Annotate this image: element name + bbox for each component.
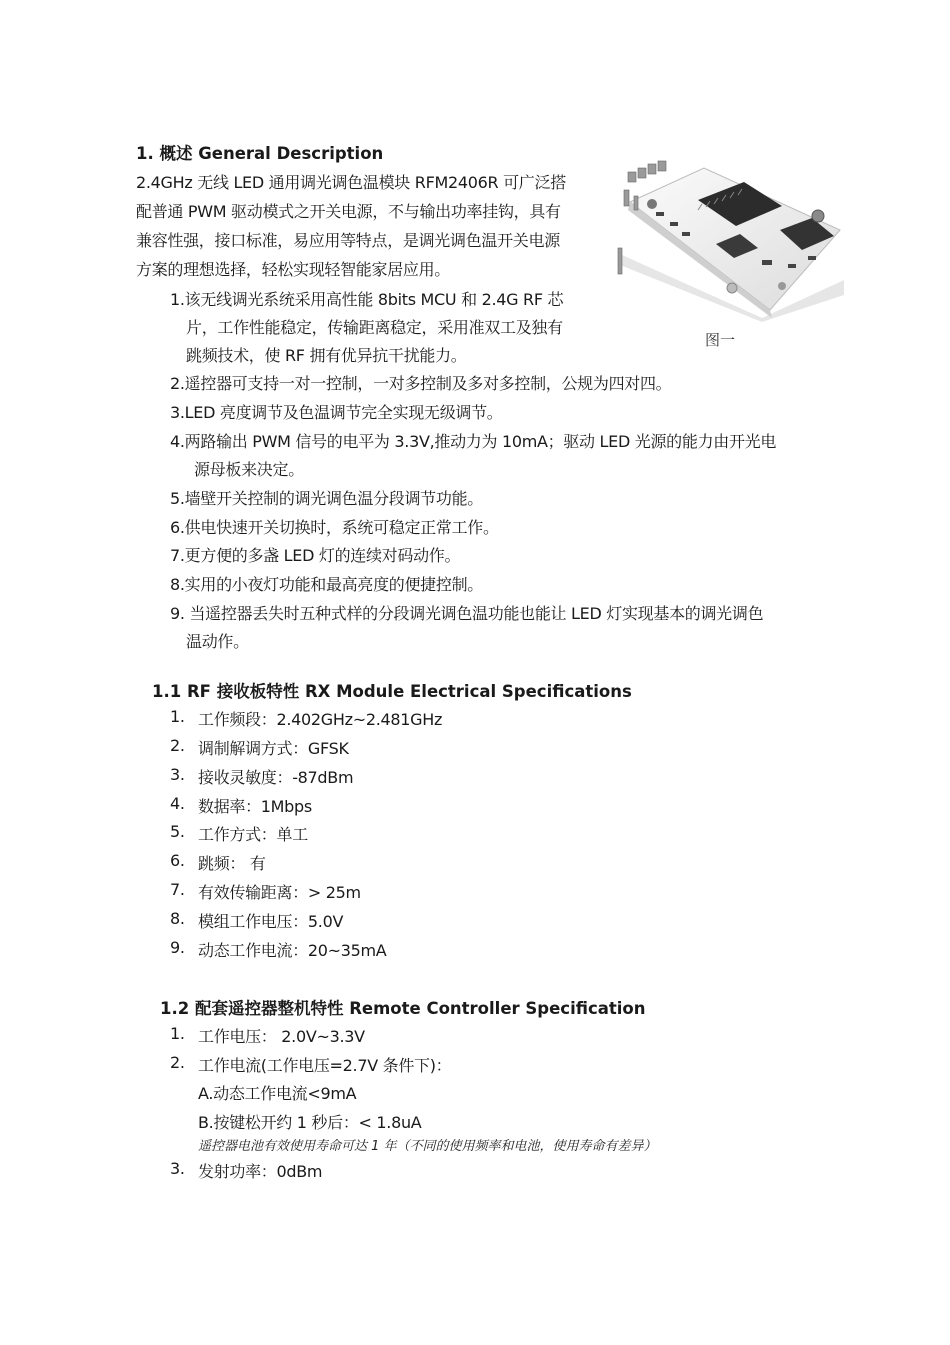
spec-num: 1. bbox=[170, 1024, 185, 1043]
feature-line: 5.墙壁开关控制的调光调色温分段调节功能。 bbox=[170, 489, 483, 508]
spec-num: 2. bbox=[170, 1053, 185, 1072]
spec-item: 数据率：1Mbps bbox=[198, 797, 312, 816]
spec-num: 3. bbox=[170, 765, 185, 784]
spec-num: 2. bbox=[170, 736, 185, 755]
spec-item: 工作电压： 2.0V~3.3V bbox=[198, 1027, 365, 1046]
feature-line: 3.LED 亮度调节及色温调节完全实现无级调节。 bbox=[170, 403, 503, 422]
spec-num: 3. bbox=[170, 1159, 185, 1178]
feature-line: 温动作。 bbox=[186, 632, 249, 651]
feature-line: 跳频技术，使 RF 拥有优异抗干扰能力。 bbox=[186, 346, 467, 365]
spec-item: 工作电流(工作电压=2.7V 条件下)： bbox=[198, 1056, 452, 1075]
figure-caption: 图一 bbox=[705, 331, 736, 349]
feature-line: 4.两路输出 PWM 信号的电平为 3.3V,推动力为 10mA；驱动 LED 光源的能力由开光电 bbox=[170, 432, 777, 451]
spec-item: 工作方式：单工 bbox=[198, 825, 308, 844]
battery-note: 遥控器电池有效使用寿命可达 1 年（不同的使用频率和电池，使用寿命有差异） bbox=[198, 1139, 657, 1154]
spec-num: 9. bbox=[170, 938, 185, 957]
section-1-1-heading: 1.1 RF 接收板特性 RX Module Electrical Specifications bbox=[152, 682, 632, 701]
feature-line: 6.供电快速开关切换时，系统可稳定正常工作。 bbox=[170, 518, 499, 537]
spec-item: 发射功率：0dBm bbox=[198, 1162, 323, 1181]
section-1-heading: 1. 概述 General Description bbox=[136, 144, 384, 163]
feature-line: 1.该无线调光系统采用高性能 8bits MCU 和 2.4G RF 芯 bbox=[170, 290, 564, 309]
spec-item: 有效传输距离：> 25m bbox=[198, 883, 361, 902]
feature-line: 源母板来决定。 bbox=[194, 460, 304, 479]
intro-line: 方案的理想选择，轻松实现轻智能家居应用。 bbox=[136, 260, 451, 279]
spec-num: 4. bbox=[170, 794, 185, 813]
spec-item: 动态工作电流：20~35mA bbox=[198, 941, 387, 960]
spec-num: 1. bbox=[170, 707, 185, 726]
feature-line: 7.更方便的多盏 LED 灯的连续对码动作。 bbox=[170, 546, 461, 565]
spec-num: 5. bbox=[170, 822, 185, 841]
feature-line: 9. 当遥控器丢失时五种式样的分段调光调色温功能也能让 LED 灯实现基本的调光调色 bbox=[170, 604, 764, 623]
intro-line: 配普通 PWM 驱动模式之开关电源，不与输出功率挂钩，具有 bbox=[136, 202, 561, 221]
spec-num: 6. bbox=[170, 851, 185, 870]
spec-subitem: B.按键松开约 1 秒后：< 1.8uA bbox=[198, 1113, 422, 1132]
spec-item: 跳频： 有 bbox=[198, 854, 266, 873]
spec-item: 模组工作电压：5.0V bbox=[198, 912, 344, 931]
intro-line: 兼容性强，接口标准，易应用等特点，是调光调色温开关电源 bbox=[136, 231, 560, 250]
module-photo bbox=[612, 160, 844, 322]
spec-subitem: A.动态工作电流<9mA bbox=[198, 1084, 357, 1103]
feature-line: 8.实用的小夜灯功能和最高亮度的便捷控制。 bbox=[170, 575, 483, 594]
spec-item: 调制解调方式：GFSK bbox=[198, 739, 349, 758]
section-1-2-heading: 1.2 配套遥控器整机特性 Remote Controller Specification bbox=[160, 999, 646, 1018]
intro-line: 2.4GHz 无线 LED 通用调光调色温模块 RFM2406R 可广泛搭 bbox=[136, 173, 566, 192]
spec-num: 7. bbox=[170, 880, 185, 899]
spec-item: 接收灵敏度：-87dBm bbox=[198, 768, 354, 787]
feature-line: 片，工作性能稳定，传输距离稳定，采用准双工及独有 bbox=[186, 318, 563, 337]
feature-line: 2.遥控器可支持一对一控制，一对多控制及多对多控制，公规为四对四。 bbox=[170, 374, 672, 393]
spec-num: 8. bbox=[170, 909, 185, 928]
spec-item: 工作频段：2.402GHz~2.481GHz bbox=[198, 710, 443, 729]
